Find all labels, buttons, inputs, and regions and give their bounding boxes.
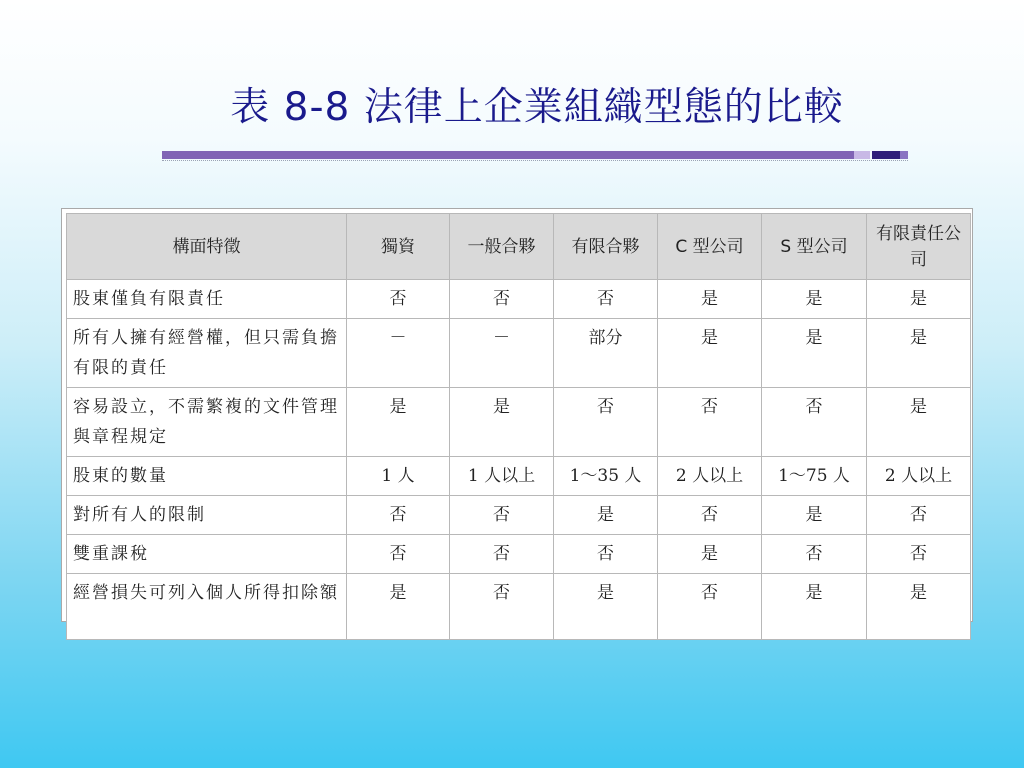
table-cell: 是: [450, 388, 554, 457]
table-cell: 是: [762, 319, 867, 388]
header-feature: 構面特徵: [67, 214, 347, 280]
table-cell: 否: [658, 388, 762, 457]
table-cell: 否: [450, 280, 554, 319]
table-cell: 否: [450, 535, 554, 574]
accent-dotted-line: [162, 160, 908, 161]
table-cell: 否: [554, 535, 658, 574]
table-cell: －: [450, 319, 554, 388]
table-cell: 是: [762, 574, 867, 640]
header-s-corporation: S 型公司: [762, 214, 867, 280]
table-cell: 1 人以上: [450, 457, 554, 496]
table-cell: 是: [762, 280, 867, 319]
table-cell: 否: [347, 496, 450, 535]
table-cell: 是: [762, 496, 867, 535]
row-feature: 對所有人的限制: [67, 496, 347, 535]
table-cell: 否: [450, 574, 554, 640]
title-accent-bar: [162, 151, 908, 161]
header-llc: 有限責任公司: [867, 214, 971, 280]
comparison-table: [66, 213, 971, 640]
table-cell: 否: [762, 535, 867, 574]
table-cell: 否: [658, 574, 762, 640]
row-feature: 股東僅負有限責任: [67, 280, 347, 319]
table-cell: 否: [347, 280, 450, 319]
table-row: [67, 280, 971, 319]
table-cell: 1～75 人: [762, 457, 867, 496]
table-cell: 是: [867, 388, 971, 457]
table-cell: 部分: [554, 319, 658, 388]
table-header-row: [67, 214, 971, 280]
header-c-corporation: C 型公司: [658, 214, 762, 280]
row-feature: 雙重課稅: [67, 535, 347, 574]
accent-bar-light-block: [854, 151, 870, 159]
table-cell: 是: [867, 574, 971, 640]
slide-title: 表 8-8 法律上企業組織型態的比較: [230, 85, 844, 130]
table-cell: 是: [554, 496, 658, 535]
row-feature: 股東的數量: [67, 457, 347, 496]
table-row: [67, 574, 971, 640]
table-cell: 否: [867, 535, 971, 574]
table-cell: 是: [554, 574, 658, 640]
table-row: [67, 535, 971, 574]
table-cell: 是: [867, 280, 971, 319]
table-cell: 否: [658, 496, 762, 535]
table-cell: 是: [867, 319, 971, 388]
accent-bar-dark-block: [872, 151, 900, 159]
row-feature: 容易設立，不需繁複的文件管理與章程規定: [67, 388, 347, 457]
comparison-table-frame: [61, 208, 973, 622]
row-feature: 經營損失可列入個人所得扣除額: [67, 574, 347, 640]
header-general-partnership: 一般合夥: [450, 214, 554, 280]
table-row: [67, 496, 971, 535]
table-row: [67, 457, 971, 496]
table-cell: －: [347, 319, 450, 388]
table-row: [67, 388, 971, 457]
table-cell: 是: [347, 388, 450, 457]
table-cell: 否: [450, 496, 554, 535]
accent-bar-tail-block: [900, 151, 908, 159]
header-sole-proprietorship: 獨資: [347, 214, 450, 280]
table-cell: 是: [347, 574, 450, 640]
table-cell: 是: [658, 535, 762, 574]
table-cell: 2 人以上: [867, 457, 971, 496]
table-cell: 否: [554, 388, 658, 457]
table-cell: 2 人以上: [658, 457, 762, 496]
table-cell: 否: [554, 280, 658, 319]
table-cell: 是: [658, 319, 762, 388]
table-cell: 否: [347, 535, 450, 574]
table-cell: 否: [762, 388, 867, 457]
table-cell: 是: [658, 280, 762, 319]
row-feature: 所有人擁有經營權，但只需負擔有限的責任: [67, 319, 347, 388]
table-cell: 1～35 人: [554, 457, 658, 496]
table-cell: 否: [867, 496, 971, 535]
accent-bar-main: [162, 151, 854, 159]
table-row: [67, 319, 971, 388]
table-cell: 1 人: [347, 457, 450, 496]
header-limited-partnership: 有限合夥: [554, 214, 658, 280]
